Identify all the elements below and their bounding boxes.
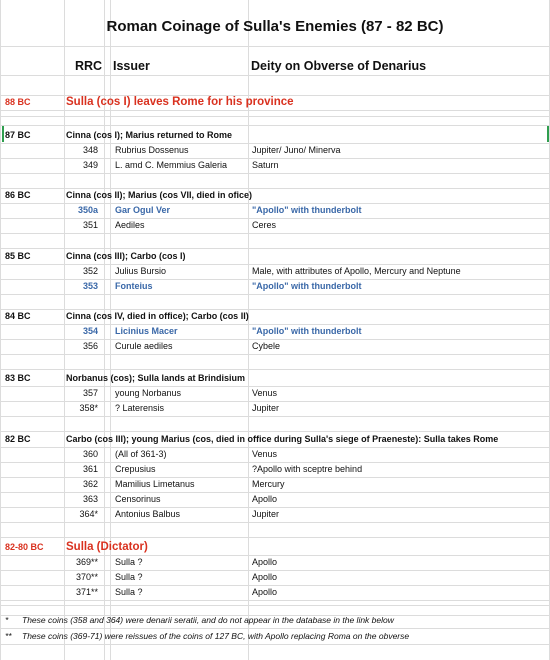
footnote-text: These coins (369-71) were reissues of the coins of 127 BC, with Apollo replacing Roma on the obverse <box>22 631 410 641</box>
rrc-cell[interactable]: 348 <box>82 145 98 155</box>
rrc-cell[interactable]: 371** <box>75 587 98 597</box>
row-divider <box>0 605 550 606</box>
issuer-cell[interactable]: Julius Bursio <box>115 266 167 276</box>
column-divider <box>0 0 1 660</box>
deity-cell[interactable]: "Apollo" with thunderbolt <box>252 281 362 291</box>
year-cell[interactable]: 83 BC <box>5 373 31 383</box>
deity-cell[interactable]: Apollo <box>252 557 278 567</box>
year-cell[interactable]: 82 BC <box>5 434 31 444</box>
event-cell[interactable]: Sulla (Dictator) <box>66 541 148 553</box>
sheet-title: Roman Coinage of Sulla's Enemies (87 - 82 BC) <box>106 18 444 35</box>
row-divider <box>0 369 550 370</box>
row-divider <box>0 644 550 645</box>
year-cell[interactable]: 86 BC <box>5 190 31 200</box>
issuer-cell[interactable]: Fonteius <box>115 281 153 291</box>
issuer-cell[interactable]: Antonius Balbus <box>115 509 181 519</box>
row-divider <box>0 537 550 538</box>
deity-cell[interactable]: Venus <box>252 388 278 398</box>
deity-cell[interactable]: Venus <box>252 449 278 459</box>
header-issuer[interactable]: Issuer <box>113 59 150 73</box>
deity-cell[interactable]: Apollo <box>252 587 278 597</box>
footnote-mark: * <box>5 615 9 625</box>
deity-cell[interactable]: Saturn <box>252 160 279 170</box>
issuer-cell[interactable]: Censorinus <box>115 494 161 504</box>
rrc-cell[interactable]: 369** <box>75 557 98 567</box>
deity-cell[interactable]: "Apollo" with thunderbolt <box>252 326 362 336</box>
selection-marker <box>2 126 4 142</box>
issuer-cell[interactable]: Mamilius Limetanus <box>115 479 195 489</box>
year-cell[interactable]: 87 BC <box>5 130 31 140</box>
rrc-cell[interactable]: 353 <box>82 281 98 291</box>
deity-cell[interactable]: Jupiter/ Juno/ Minerva <box>252 145 341 155</box>
row-divider <box>0 125 550 126</box>
event-cell[interactable]: Cinna (cos III); Carbo (cos I) <box>66 251 186 261</box>
selection-marker <box>547 126 549 142</box>
row-divider <box>0 116 550 117</box>
event-cell[interactable]: Norbanus (cos); Sulla lands at Brindisium <box>66 373 246 383</box>
rrc-cell[interactable]: 351 <box>82 220 98 230</box>
deity-cell[interactable]: Ceres <box>252 220 277 230</box>
row-divider <box>0 46 550 47</box>
row-divider <box>0 354 550 355</box>
issuer-cell[interactable]: ? Laterensis <box>115 403 165 413</box>
rrc-cell[interactable]: 354 <box>82 326 98 336</box>
footnote-mark: ** <box>5 631 12 641</box>
issuer-cell[interactable]: Sulla ? <box>115 572 143 582</box>
row-divider <box>0 600 550 601</box>
deity-cell[interactable]: Male, with attributes of Apollo, Mercury and Neptune <box>252 266 461 276</box>
issuer-cell[interactable]: Crepusius <box>115 464 156 474</box>
issuer-cell[interactable]: young Norbanus <box>115 388 182 398</box>
event-cell[interactable]: Carbo (cos III); young Marius (cos, died in office during Sulla's siege of Praeneste): Sulla takes Rome <box>66 434 499 444</box>
issuer-cell[interactable]: Curule aediles <box>115 341 173 351</box>
rrc-cell[interactable]: 362 <box>82 479 98 489</box>
rrc-cell[interactable]: 363 <box>82 494 98 504</box>
issuer-cell[interactable]: Aediles <box>115 220 145 230</box>
row-divider <box>0 110 550 111</box>
header-rrc[interactable]: RRC <box>75 59 103 73</box>
footnote-text: These coins (358 and 364) were denarii seratii, and do not appear in the database in the link below <box>22 615 394 625</box>
deity-cell[interactable]: Apollo <box>252 494 278 504</box>
issuer-cell[interactable]: Sulla ? <box>115 587 143 597</box>
row-divider <box>0 294 550 295</box>
rrc-cell[interactable]: 350a <box>77 205 98 215</box>
rrc-cell[interactable]: 360 <box>82 449 98 459</box>
issuer-cell[interactable]: (All of 361-3) <box>115 449 167 459</box>
issuer-cell[interactable]: Sulla ? <box>115 557 143 567</box>
row-divider <box>0 416 550 417</box>
rrc-cell[interactable]: 358* <box>79 403 98 413</box>
rrc-cell[interactable]: 356 <box>82 341 98 351</box>
header-deity[interactable]: Deity on Obverse of Denarius <box>251 59 427 73</box>
event-cell[interactable]: Sulla (cos I) leaves Rome for his province <box>66 96 294 108</box>
year-cell[interactable]: 84 BC <box>5 311 31 321</box>
column-divider <box>64 0 65 660</box>
event-cell[interactable]: Cinna (cos II); Marius (cos VII, died in ofice) <box>66 190 253 200</box>
rrc-cell[interactable]: 352 <box>82 266 98 276</box>
row-divider <box>0 522 550 523</box>
issuer-cell[interactable]: Gar Ogul Ver <box>115 205 171 215</box>
issuer-cell[interactable]: Licinius Macer <box>115 326 178 336</box>
deity-cell[interactable]: ?Apollo with sceptre behind <box>252 464 363 474</box>
rrc-cell[interactable]: 364* <box>79 509 98 519</box>
deity-cell[interactable]: Cybele <box>252 341 281 351</box>
row-divider <box>0 233 550 234</box>
issuer-cell[interactable]: Rubrius Dossenus <box>115 145 189 155</box>
issuer-cell[interactable]: L. amd C. Memmius Galeria <box>115 160 228 170</box>
rrc-cell[interactable]: 357 <box>82 388 98 398</box>
deity-cell[interactable]: Apollo <box>252 572 278 582</box>
year-cell[interactable]: 88 BC <box>5 97 31 107</box>
rrc-cell[interactable]: 361 <box>82 464 98 474</box>
event-cell[interactable]: Cinna (cos IV, died in office); Carbo (cos II) <box>66 311 249 321</box>
rrc-cell[interactable]: 370** <box>75 572 98 582</box>
rrc-cell[interactable]: 349 <box>82 160 98 170</box>
year-cell[interactable]: 85 BC <box>5 251 31 261</box>
event-cell[interactable]: Cinna (cos I); Marius returned to Rome <box>66 130 233 140</box>
deity-cell[interactable]: Jupiter <box>252 403 280 413</box>
deity-cell[interactable]: Mercury <box>252 479 285 489</box>
year-cell[interactable]: 82-80 BC <box>5 542 44 552</box>
deity-cell[interactable]: Jupiter <box>252 509 280 519</box>
deity-cell[interactable]: "Apollo" with thunderbolt <box>252 205 362 215</box>
row-divider <box>0 173 550 174</box>
